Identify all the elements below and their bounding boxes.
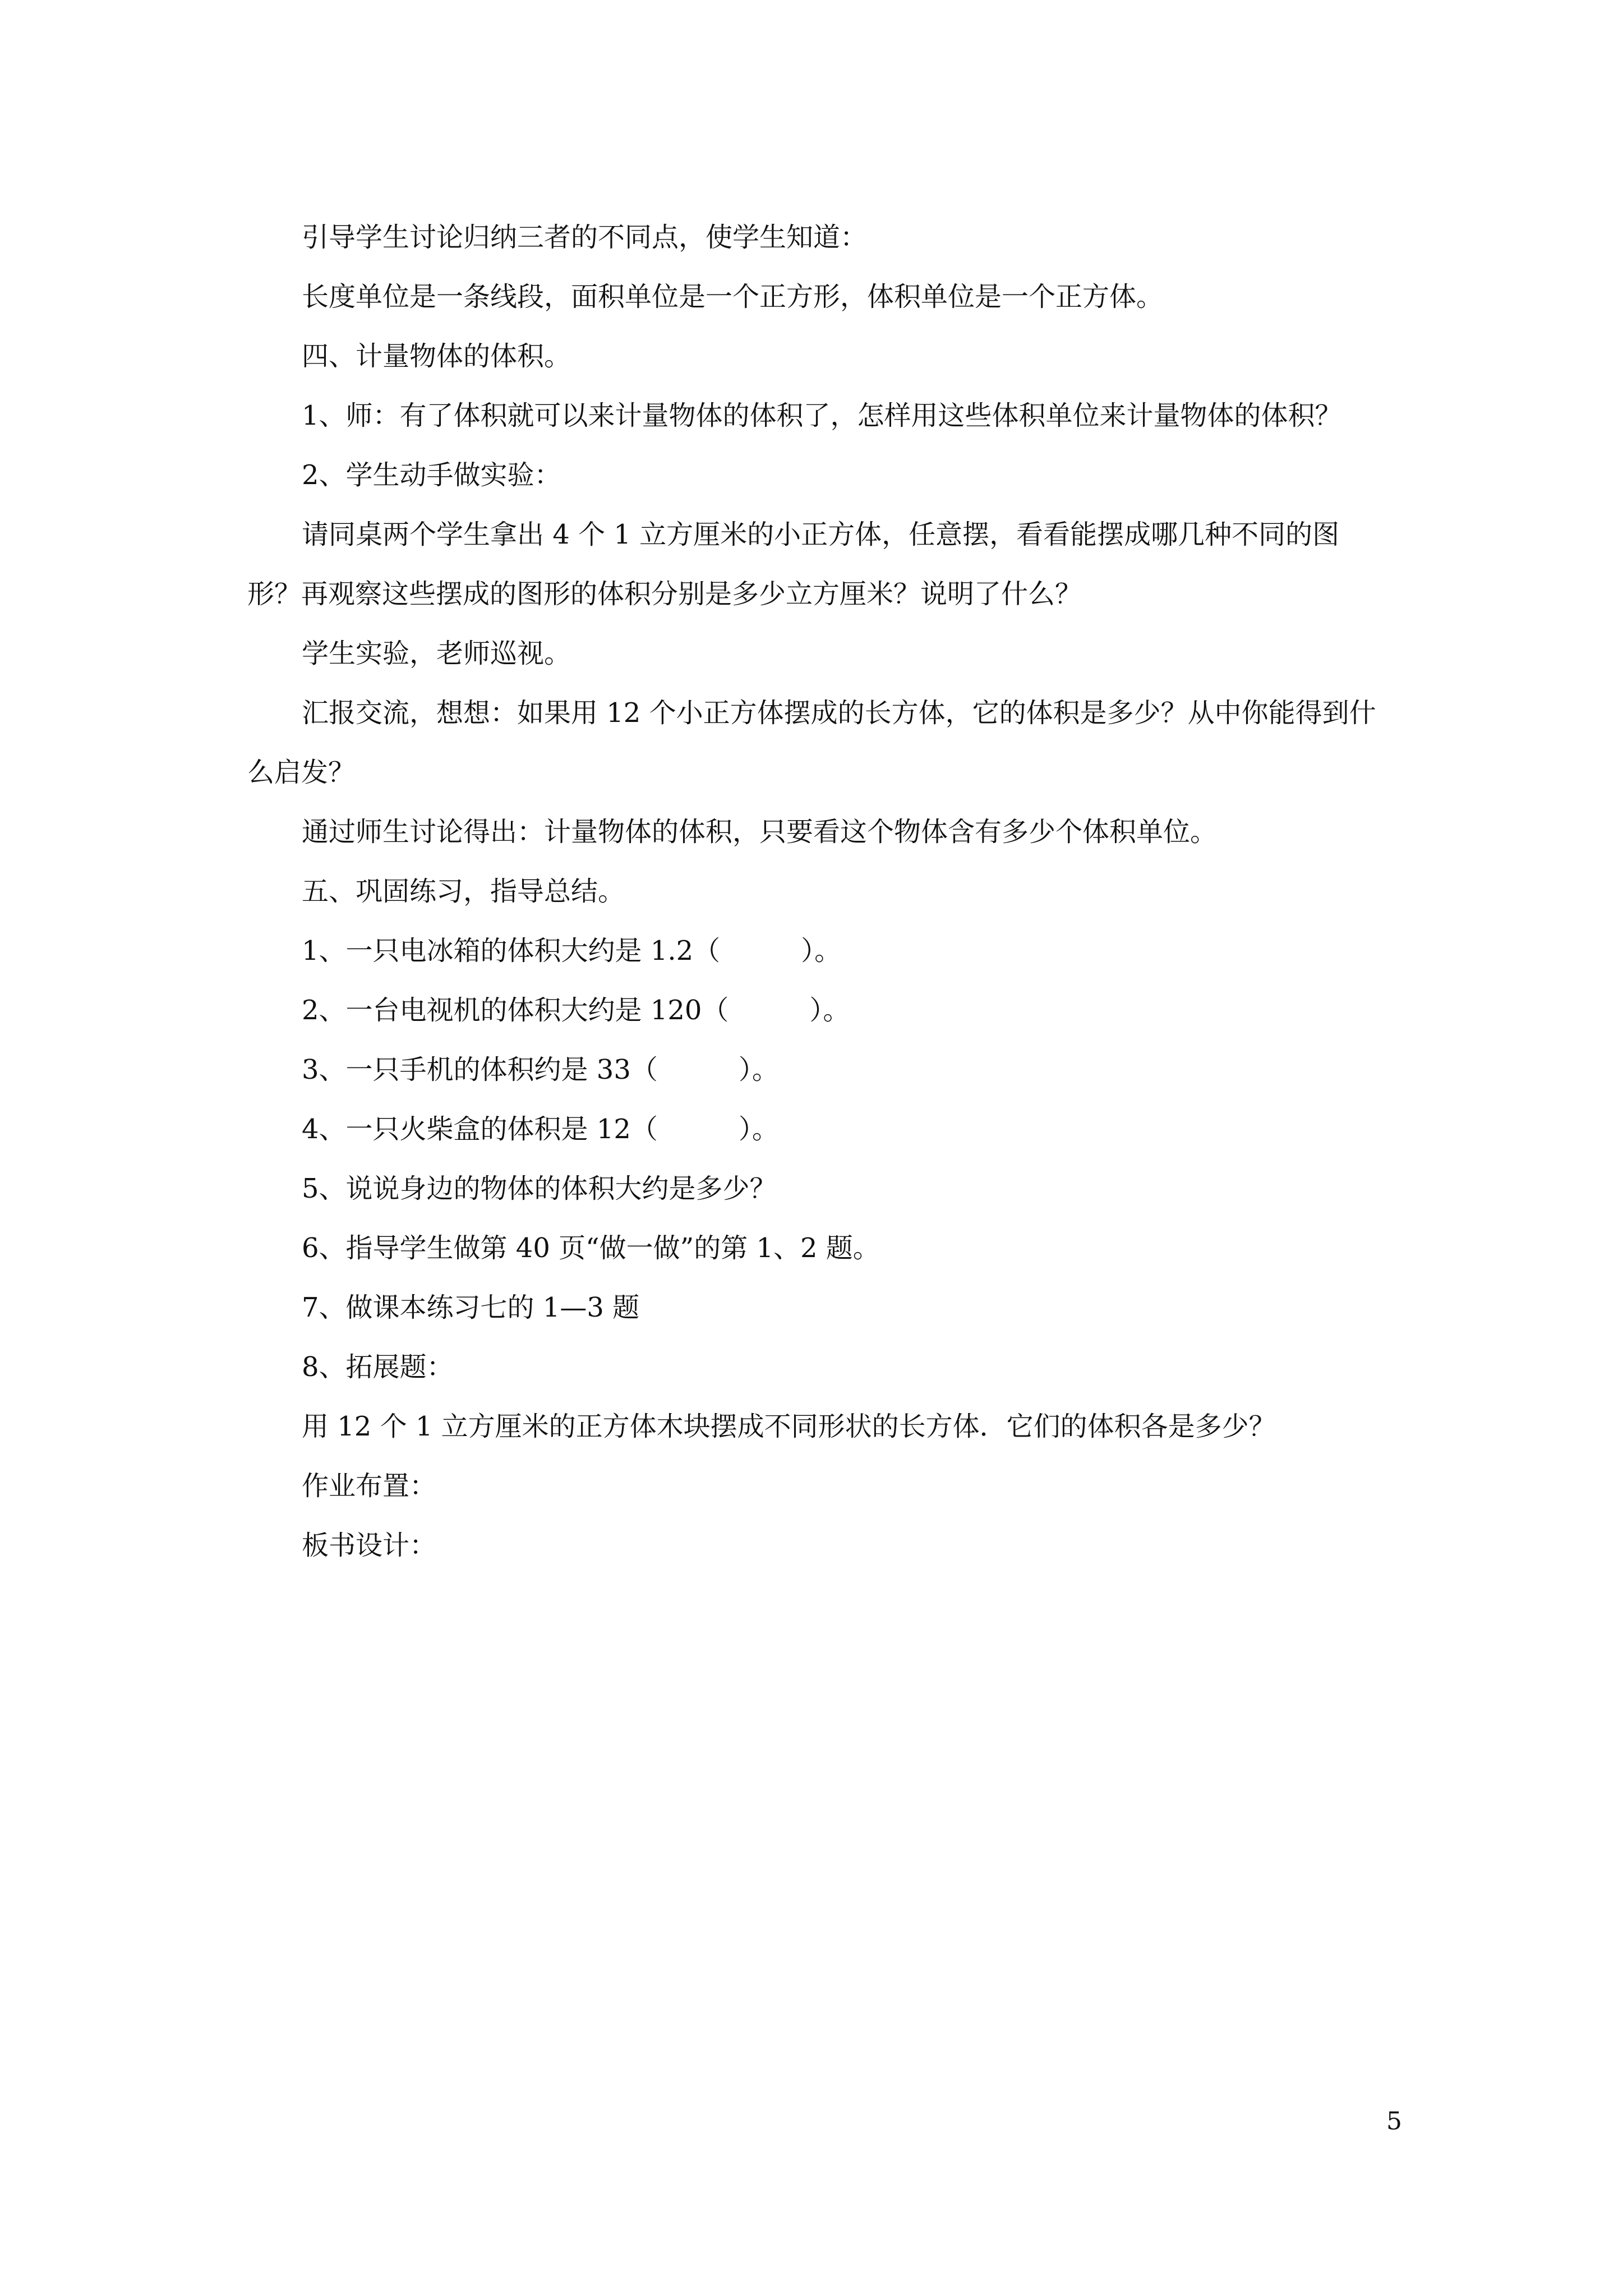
exercise-item: 6、指导学生做第 40 页“做一做”的第 1、2 题。 <box>302 1232 880 1264</box>
homework-label: 作业布置： <box>302 1470 437 1502</box>
board-design-label: 板书设计： <box>302 1530 437 1561</box>
paragraph: 用 12 个 1 立方厘米的正方体木块摆成不同形状的长方体．它们的体积各是多少？ <box>302 1411 1276 1442</box>
paragraph: 长度单位是一条线段，面积单位是一个正方形，体积单位是一个正方体。 <box>302 281 1164 312</box>
paragraph: 请同桌两个学生拿出 4 个 1 立方厘米的小正方体，任意摆，看看能摆成哪几种不同的图形？再观察这些摆成的图形的体积分别是多少立方厘米？说明了什么？ <box>247 519 1340 610</box>
exercise-item: 5、说说身边的物体的体积大约是多少？ <box>302 1173 777 1204</box>
document-body <box>247 208 1391 1575</box>
exercise-item: 4、一只火柴盒的体积是 12（ ）。 <box>302 1114 779 1145</box>
paragraph: 2、学生动手做实验： <box>302 459 561 491</box>
section-heading: 四、计量物体的体积。 <box>302 341 571 372</box>
paragraph: 学生实验，老师巡视。 <box>302 638 571 669</box>
paragraph: 引导学生讨论归纳三者的不同点，使学生知道： <box>302 222 868 253</box>
exercise-item: 8、拓展题： <box>302 1351 454 1383</box>
exercise-item: 2、一台电视机的体积大约是 120（ ）。 <box>302 995 850 1026</box>
paragraph: 1、师：有了体积就可以来计量物体的体积了，怎样用这些体积单位来计量物体的体积？ <box>302 400 1342 431</box>
exercise-item: 3、一只手机的体积约是 33（ ）。 <box>302 1054 779 1085</box>
page-number: 5 <box>1386 2107 1402 2136</box>
paragraph: 通过师生讨论得出：计量物体的体积，只要看这个物体含有多少个体积单位。 <box>302 816 1218 848</box>
section-heading: 五、巩固练习，指导总结。 <box>302 876 625 907</box>
exercise-item: 1、一只电冰箱的体积大约是 1.2（ ）。 <box>302 935 842 967</box>
paragraph: 汇报交流，想想：如果用 12 个小正方体摆成的长方体，它的体积是多少？从中你能得到什么启发？ <box>247 697 1376 788</box>
exercise-item: 7、做课本练习七的 1—3 题 <box>302 1292 640 1323</box>
